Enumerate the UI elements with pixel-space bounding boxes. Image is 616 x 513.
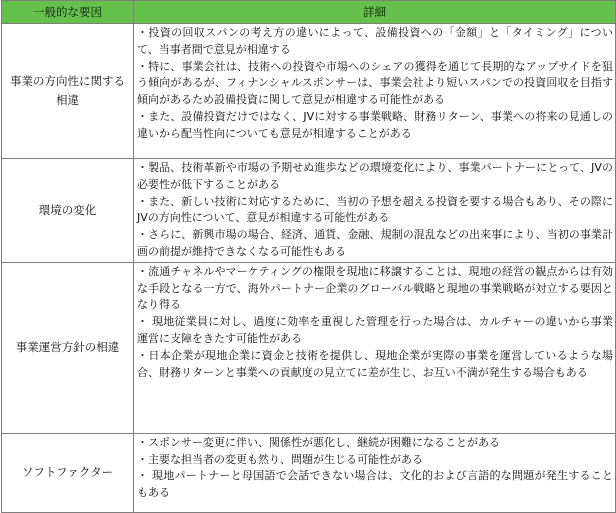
factor-table — [1, 0, 616, 513]
table-row — [2, 24, 616, 159]
factor-label: 事業の方向性に関する — [10, 74, 125, 88]
factor-label: ソフトファクター — [21, 465, 114, 480]
table-row — [2, 159, 616, 263]
factor-cell — [2, 262, 134, 433]
factor-label: 事業運営方針の相違 — [15, 340, 120, 355]
detail-item: ・主要な担当者の変更も然り、問題が生じる可能性がある — [137, 452, 423, 466]
header-row — [2, 1, 616, 24]
detail-item: ・ 現地パートナーと母国語で会話できない場合は、文化的および言語的な問題が発生することもある — [137, 469, 613, 500]
detail-cell — [134, 24, 616, 159]
detail-item: ・スポンサー変更に伴い、関係性が悪化し、継続が困難になることがある — [137, 435, 500, 449]
detail-item: ・流通チャネルやマーケティングの権限を現地に移譲することは、現地の経営の観点からは有効な手段となる一方で、海外パートナー企業のグローバル戦略と現地の事業戦略が対立する要因となり得る — [137, 264, 613, 312]
detail-cell — [134, 159, 616, 263]
detail-item: ・ 現地従業員に対し、過度に効率を重視した管理を行った場合は、カルチャーの違いから事業運営に支障をきたす可能性がある — [137, 315, 613, 345]
factor-cell — [2, 159, 134, 263]
factor-cell — [2, 24, 134, 159]
detail-item: ・また、設備投資だけではなく、JVに対する事業戦略、財務リターン、事業への将来の見通しの違いから配当性向についても意見が相違することがある — [137, 109, 613, 140]
detail-item: ・日本企業が現地企業に資金と技術を提供し、現地企業が実際の事業を運営しているような場合、財務リターンと事業への貢献度の見立てに差が生じ、お互い不満が発生する場合もある — [137, 348, 613, 379]
detail-item: ・投資の回収スパンの考え方の違いによって、設備投資への「金額」と「タイミング」について、当事者間で意見が相違する — [137, 26, 613, 56]
header-detail: 詳細 — [134, 1, 616, 24]
detail-cell — [134, 433, 616, 512]
table-row — [2, 262, 616, 433]
factor-label: 相違 — [56, 93, 79, 107]
detail-item: ・特に、事業会社は、技術への投資や市場へのシェアの獲得を通じて長期的なアップサイドを狙う傾向があるが、フィナンシャルスポンサーは、事業会社より短いスパンでの投資回収を目指す傾向があるため設備投資に関して意見が相違する可能性がある — [137, 59, 613, 107]
header-factor: 一般的な要因 — [2, 1, 134, 24]
detail-item: ・製品、技術革新や市場の予期せぬ進歩などの環境変化により、事業パートナーにとって、JVの必要性が低下することがある — [137, 161, 613, 191]
detail-cell — [134, 262, 616, 433]
detail-item: ・また、新しい技術に対応するために、当初の予想を超える投資を要する場合もあり、その際にJVの方向性について、意見が相違する可能性がある — [137, 194, 613, 225]
factor-cell — [2, 433, 134, 512]
detail-item: ・さらに、新興市場の場合、経済、通貨、金融、規制の混乱などの出来事により、当初の事業計画の前提が維持できなくなる可能性もある — [137, 228, 613, 258]
factor-label: 環境の変化 — [38, 202, 97, 217]
table-row — [2, 433, 616, 512]
